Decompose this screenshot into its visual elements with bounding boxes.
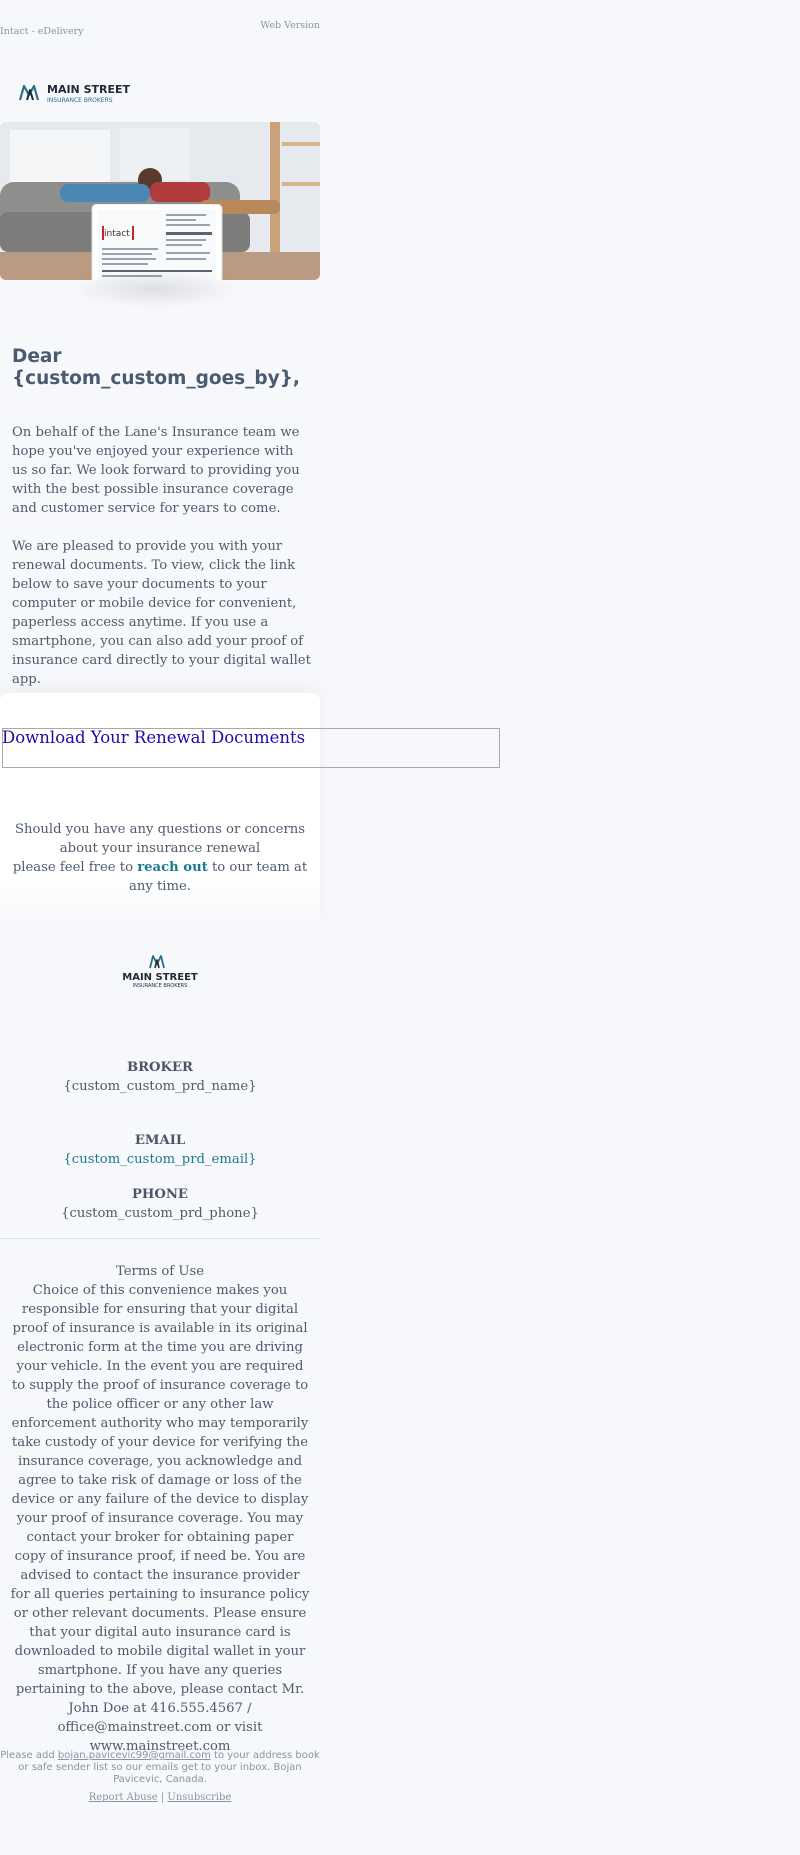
terms-body: Choice of this convenience makes you responsible for ensuring that your digital proof of insurance is available in its original electronic form at the time you are driving your vehicle. In the event you are required to supply the proof of insurance coverage to the police officer or any other law enforcement authority who may temporarily take custody of your device for verifying the insurance coverage, you acknowledge and agree to take risk of damage or loss of the device or any failure of the device to display your proof of insurance coverage. You may contact your broker for obtaining paper copy of insurance proof, if need be. You are advised to contact the insurance provider for all queries pertaining to insurance policy or other relevant documents. Please ensure that your digital auto insurance card is downloaded to mobile digital wallet in your smartphone. If you have any queries pertaining to the above, please contact Mr. John Doe at 416.555.4567 / office@mainstreet.com or visit www.mainstreet.com [10,1283,310,1754]
brand-name: MAIN STREET [47,83,131,96]
greeting-heading: Dear {custom_custom_goes_by}, [12,346,300,389]
main-street-logo-icon [18,80,138,106]
terms-title: Terms of Use [115,1264,205,1279]
broker-value: {custom_custom_prd_name} [63,1079,257,1094]
download-renewal-documents-link[interactable]: Download Your Renewal Documents [2,728,306,747]
unsubscribe-link[interactable]: Unsubscribe [167,1792,232,1803]
footer-note [0,1750,320,1786]
brand-logo-footer [118,952,202,990]
footer-separator: | [160,1792,165,1803]
reach-out-link[interactable]: reach out [137,860,208,875]
broker-block [0,1058,320,1096]
web-version-link[interactable]: Web Version [260,20,320,31]
phone-label: PHONE [132,1187,188,1202]
brand-name-footer: MAIN STREET [122,972,198,983]
hero-image [0,122,320,280]
brand-sub-footer: INSURANCE BROKERS [132,983,188,989]
questions-post: to our team at any time. [128,860,308,894]
terms-of-use [10,1262,310,1756]
questions-text [10,820,310,896]
broker-label: BROKER [126,1060,194,1075]
email-label: EMAIL [134,1133,186,1148]
doc-logo: intact [104,229,130,239]
intro-paragraph: On behalf of the Lane's Insurance team we hope you've enjoyed your experience with us so far. We look forward to providing you with the best possible insurance coverage and customer service for years to come. [12,425,300,516]
section-divider [0,1238,320,1239]
questions-line1: Should you have any questions or concerns about your insurance renewal [14,822,306,856]
footer-post: to your address book or safe sender list so our emails get to your inbox. Bojan Pavicevic, Canada. [18,1750,320,1785]
footer-pre: Please add [0,1750,58,1761]
email-block [0,1131,320,1169]
brand-sub: INSURANCE BROKERS [47,97,113,104]
preheader [0,20,320,64]
phone-block [0,1185,320,1223]
brand-logo-top [18,80,138,106]
main-street-logo-icon [118,952,202,990]
footer-links [0,1792,320,1803]
laptop-icon [82,204,242,280]
footer-email-link[interactable]: bojan.pavicevic99@gmail.com [57,1750,211,1761]
laptop-shadow [70,270,240,308]
questions-pre: please feel free to [12,860,138,875]
email-value-link[interactable]: {custom_custom_prd_email} [63,1152,257,1167]
preheader-label: Intact - eDelivery [0,26,84,37]
renewal-paragraph: We are pleased to provide you with your renewal documents. To view, click the link below to save your documents to your computer or mobile device for convenient, paperless access anytime. If you use a smartphone, you can also add your proof of insurance card directly to your digital wallet app. [12,539,311,687]
phone-value: {custom_custom_prd_phone} [61,1206,259,1221]
report-abuse-link[interactable]: Report Abuse [88,1792,158,1803]
